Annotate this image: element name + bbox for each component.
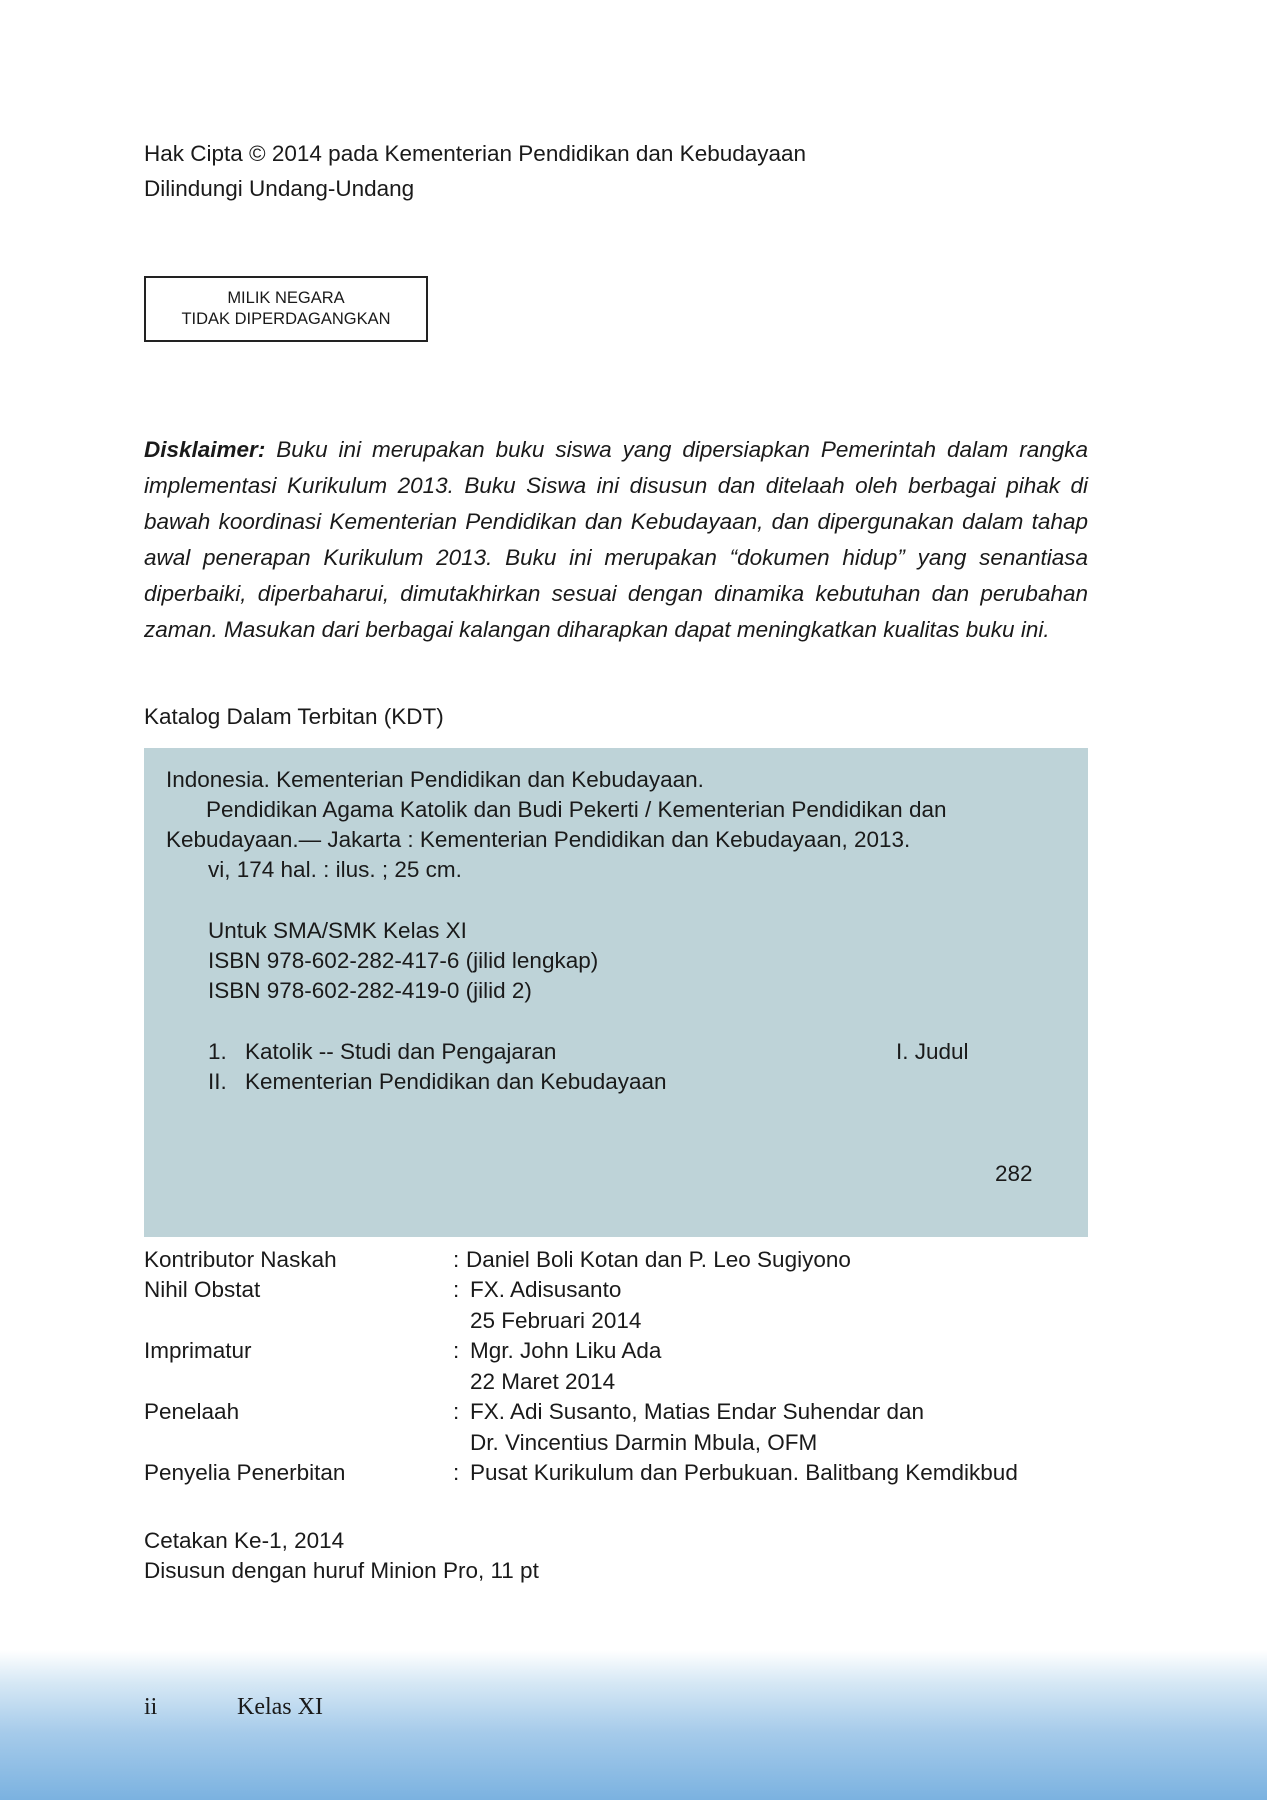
kdt-class-number: 282	[995, 1161, 1033, 1186]
credit-value-imprimatur-date: 22 Maret 2014	[470, 1369, 616, 1394]
footer-gradient-band	[0, 1650, 1267, 1800]
credit-label-contributor: Kontributor Naskah	[144, 1247, 337, 1272]
credit-colon: :	[453, 1247, 460, 1272]
credit-value-imprimatur: Mgr. John Liku Ada	[470, 1338, 662, 1363]
kdt-title-ref: I. Judul	[896, 1039, 969, 1064]
credit-value-reviewer: FX. Adi Susanto, Matias Endar Suhendar dan	[470, 1399, 925, 1424]
typeset-info: Disusun dengan huruf Minion Pro, 11 pt	[144, 1558, 539, 1583]
disclaimer-paragraph	[144, 432, 1088, 648]
credit-colon: :	[453, 1338, 460, 1363]
print-edition: Cetakan Ke-1, 2014	[144, 1528, 345, 1553]
credit-value-nihil-obstat-date: 25 Februari 2014	[470, 1308, 642, 1333]
kdt-line-1: Indonesia. Kementerian Pendidikan dan Kebudayaan.	[166, 767, 704, 792]
credit-label-imprimatur: Imprimatur	[144, 1338, 252, 1363]
credit-value-contributor: Daniel Boli Kotan dan P. Leo Sugiyono	[466, 1247, 851, 1272]
credit-label-nihil-obstat: Nihil Obstat	[144, 1277, 261, 1302]
kdt-subject-2-number: II.	[208, 1069, 227, 1094]
kdt-line-4: vi, 174 hal. : ilus. ; 25 cm.	[208, 857, 462, 882]
credit-colon: :	[453, 1399, 460, 1424]
kdt-subject-1: Katolik -- Studi dan Pengajaran	[245, 1039, 557, 1064]
protected-line: Dilindungi Undang-Undang	[144, 176, 415, 201]
kdt-isbn-volume: ISBN 978-602-282-419-0 (jilid 2)	[208, 978, 532, 1003]
stamp-line-2: TIDAK DIPERDAGANGKAN	[181, 310, 391, 328]
kdt-subject-1-number: 1.	[208, 1039, 227, 1064]
kdt-line-3: Kebudayaan.— Jakarta : Kementerian Pendidikan dan Kebudayaan, 2013.	[166, 827, 911, 852]
credit-label-reviewer: Penelaah	[144, 1399, 240, 1424]
disclaimer-text: Buku ini merupakan buku siswa yang dipersiapkan Pemerintah dalam rangka implementasi Kurikulum 2013. Buku Siswa ini disusun dan ditelaah oleh berbagai pihak di bawah koordinasi Kementerian Pendidikan dan Kebudayaan, dan dipergunakan dalam tahap awal penerapan Kurikulum 2013. Buku ini merupakan “dokumen hidup” yang senantiasa diperbaiki, diperbaharui, dimutakhirkan sesuai dengan dinamika kebutuhan dan perubahan zaman. Masukan dari berbagai kalangan diharapkan dapat meningkatkan kualitas buku ini.	[144, 437, 1088, 642]
copyright-line: Hak Cipta © 2014 pada Kementerian Pendidikan dan Kebudayaan	[144, 141, 807, 166]
kdt-subject-2: Kementerian Pendidikan dan Kebudayaan	[245, 1069, 667, 1094]
kdt-catalog-box	[144, 748, 1088, 1237]
kdt-for-class: Untuk SMA/SMK Kelas XI	[208, 918, 467, 943]
stamp-line-1: MILIK NEGARA	[227, 289, 345, 307]
disclaimer-label: Disklaimer:	[144, 437, 266, 462]
page-number: ii	[144, 1694, 158, 1720]
kdt-heading: Katalog Dalam Terbitan (KDT)	[144, 704, 444, 729]
kdt-line-2: Pendidikan Agama Katolik dan Budi Pekerti / Kementerian Pendidikan dan	[206, 797, 947, 822]
credit-colon: :	[453, 1277, 460, 1302]
credit-colon: :	[453, 1460, 460, 1485]
state-property-stamp	[144, 276, 428, 342]
footer-book-class: Kelas XI	[237, 1694, 323, 1720]
kdt-isbn-full: ISBN 978-602-282-417-6 (jilid lengkap)	[208, 948, 599, 973]
credit-value-publisher-supervisor: Pusat Kurikulum dan Perbukuan. Balitbang Kemdikbud	[470, 1460, 1018, 1485]
credit-label-publisher-supervisor: Penyelia Penerbitan	[144, 1460, 346, 1485]
credit-value-nihil-obstat: FX. Adisusanto	[470, 1277, 622, 1302]
credit-value-reviewer-2: Dr. Vincentius Darmin Mbula, OFM	[470, 1430, 818, 1455]
